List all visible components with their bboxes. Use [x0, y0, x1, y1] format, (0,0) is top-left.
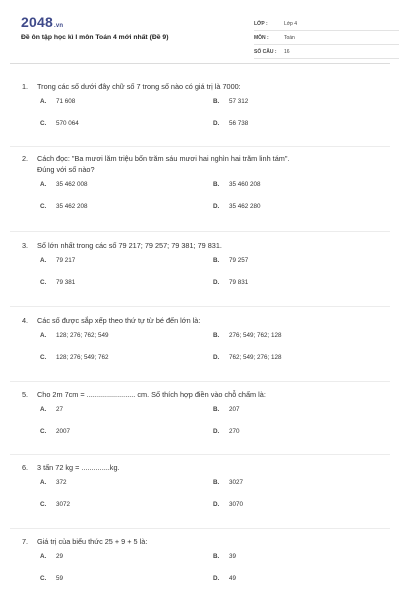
- question-text: Giá trị của biểu thức 25 + 9 + 5 là:: [37, 537, 148, 546]
- option-c[interactable]: C. 3072: [40, 501, 71, 508]
- answer-options: [10, 332, 390, 368]
- question-number: 6.: [22, 463, 29, 472]
- question-number: 3.: [22, 241, 29, 250]
- answer-options: [10, 406, 390, 442]
- option-d[interactable]: D. 3070: [213, 501, 244, 508]
- option-a[interactable]: A. 71 608: [40, 98, 76, 105]
- header: [21, 14, 381, 60]
- meta-label: LỚP :: [254, 20, 268, 27]
- question-2: [10, 153, 390, 217]
- answer-options: [10, 181, 390, 217]
- meta-row-class: [254, 17, 399, 31]
- option-c[interactable]: C. 79 381: [40, 279, 76, 286]
- meta-row-count: [254, 45, 399, 59]
- question-6: [10, 462, 390, 515]
- option-c[interactable]: C. 2007: [40, 428, 71, 435]
- meta-value: 16: [284, 48, 290, 55]
- answer-options: [10, 257, 390, 293]
- question-number: 7.: [22, 537, 29, 546]
- question-divider: [10, 381, 390, 382]
- question-divider: [10, 146, 390, 147]
- question-text: Trong các số dưới đây chữ số 7 trong số nào có giá trị là 7000:: [37, 82, 241, 91]
- question-number: 4.: [22, 316, 29, 325]
- option-a[interactable]: A. 79 217: [40, 257, 76, 264]
- answer-options: [10, 553, 390, 589]
- question-text: 3 tấn 72 kg = ..............kg.: [37, 463, 120, 472]
- answer-options: [10, 98, 390, 134]
- question-number: 5.: [22, 390, 29, 399]
- option-b[interactable]: B. 39: [213, 553, 237, 560]
- option-b[interactable]: B. 35 460 208: [213, 181, 261, 188]
- page-title: Đề ôn tập học kì I môn Toán 4 mới nhất (Đề 9): [21, 34, 169, 41]
- option-c[interactable]: C. 128; 276; 549; 762: [40, 354, 109, 361]
- question-number: 2.: [22, 154, 29, 163]
- option-b[interactable]: B. 207: [213, 406, 240, 413]
- option-d[interactable]: D. 270: [213, 428, 240, 435]
- question-text: Cách đọc: "Ba mươi lăm triệu bốn trăm sáu mươi hai nghìn hai trăm linh tám". Đúng với số nào?: [37, 154, 290, 174]
- option-c[interactable]: C. 59: [40, 575, 64, 582]
- option-b[interactable]: B. 79 257: [213, 257, 249, 264]
- answer-options: [10, 479, 390, 515]
- question-divider: [10, 306, 390, 307]
- meta-label: MÔN :: [254, 34, 269, 41]
- question-text: Các số được sắp xếp theo thứ tự từ bé đến lớn là:: [37, 316, 201, 325]
- question-4: [10, 315, 390, 368]
- question-number: 1.: [22, 82, 29, 91]
- option-b[interactable]: B. 57 312: [213, 98, 249, 105]
- option-a[interactable]: A. 27: [40, 406, 64, 413]
- question-1: [10, 81, 390, 134]
- meta-value: Lớp 4: [284, 20, 298, 27]
- option-b[interactable]: B. 276; 549; 762; 128: [213, 332, 282, 339]
- option-d[interactable]: D. 49: [213, 575, 237, 582]
- option-c[interactable]: C. 35 462 208: [40, 203, 88, 210]
- question-divider: [10, 231, 390, 232]
- option-d[interactable]: D. 79 831: [213, 279, 249, 286]
- option-a[interactable]: A. 128; 276; 762; 549: [40, 332, 109, 339]
- question-text: Cho 2m 7cm = ........................ cm. Số thích hợp điền vào chỗ chấm là:: [37, 390, 266, 399]
- question-text: Số lớn nhất trong các số 79 217; 79 257; 79 381; 79 831.: [37, 241, 222, 250]
- meta-label: SỐ CÂU :: [254, 48, 277, 55]
- header-divider: [10, 63, 390, 64]
- option-c[interactable]: C. 570 064: [40, 120, 79, 127]
- option-d[interactable]: D. 762; 549; 276; 128: [213, 354, 282, 361]
- question-divider: [10, 528, 390, 529]
- meta-row-subject: [254, 31, 399, 45]
- option-a[interactable]: A. 29: [40, 553, 64, 560]
- question-5: [10, 389, 390, 442]
- logo[interactable]: 2048.vn: [21, 14, 64, 30]
- meta-value: Toán: [284, 34, 295, 41]
- option-a[interactable]: A. 372: [40, 479, 67, 486]
- question-7: [10, 536, 390, 589]
- question-divider: [10, 454, 390, 455]
- option-d[interactable]: D. 35 462 280: [213, 203, 261, 210]
- question-3: [10, 240, 390, 293]
- option-b[interactable]: B. 3027: [213, 479, 244, 486]
- option-d[interactable]: D. 56 738: [213, 120, 249, 127]
- exam-meta: [254, 17, 399, 59]
- option-a[interactable]: A. 35 462 008: [40, 181, 88, 188]
